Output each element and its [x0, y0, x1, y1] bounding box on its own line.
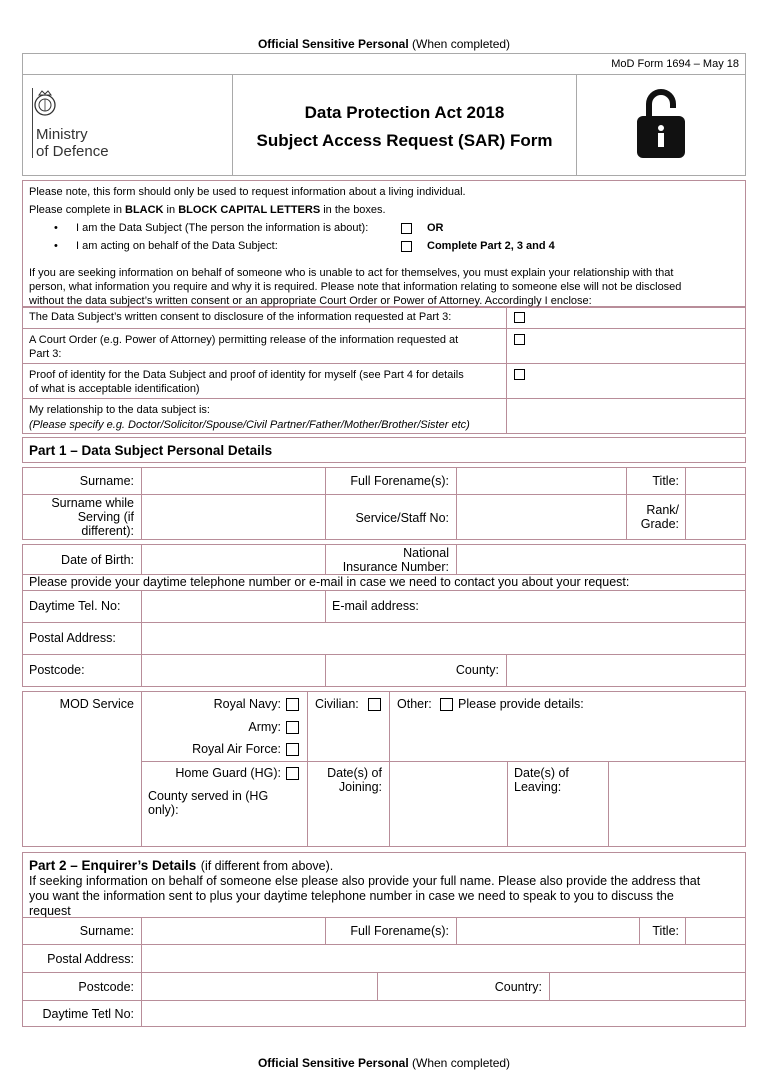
intro-para3: without the data subject’s written consent or an appropriate Court Order or Power of Attorney. Accordingly I enclose:: [29, 295, 592, 307]
joining-line1: Date(s) of: [327, 766, 382, 780]
form-title: [233, 99, 576, 155]
surname-while-label: [22, 496, 134, 538]
army-label: Army:: [248, 720, 281, 734]
classification-rest: (When completed): [412, 37, 511, 51]
p2-forenames-label: Full Forename(s):: [350, 924, 449, 938]
relationship-label: [29, 403, 470, 433]
classification-header: [0, 37, 768, 51]
intro-para1: If you are seeking information on behalf of someone who is unable to act for themselves, you must explain your relationship with that: [29, 267, 674, 279]
mod-service-label: MOD Service: [59, 697, 134, 711]
title-line1: Data Protection Act 2018: [304, 103, 505, 122]
joining-line2: Joining:: [338, 780, 382, 794]
consent-checkbox[interactable]: [514, 312, 525, 323]
p2-country-input[interactable]: [549, 972, 746, 1001]
ni-line1: National: [403, 546, 449, 560]
mod-crest-icon: [30, 88, 60, 118]
postcode-input[interactable]: [141, 654, 326, 687]
army-checkbox[interactable]: [286, 721, 299, 734]
part2-heading-note: (if different from above).: [200, 859, 334, 873]
form-ref: MoD Form 1694 – May 18: [611, 58, 739, 70]
complete-parts-label: Complete Part 2, 3 and 4: [427, 240, 555, 252]
forenames-label: Full Forename(s):: [350, 474, 449, 488]
title-label: Title:: [652, 474, 679, 488]
surname-input[interactable]: [141, 467, 326, 495]
proof-cell: [506, 363, 746, 399]
other-label: Other:: [397, 697, 432, 711]
navy-checkbox[interactable]: [286, 698, 299, 711]
county-label: County:: [455, 663, 499, 677]
divider: [576, 74, 577, 176]
p2-tel-input[interactable]: [141, 1000, 746, 1027]
home-guard-checkbox[interactable]: [286, 767, 299, 780]
raf-checkbox[interactable]: [286, 743, 299, 756]
relationship-input[interactable]: [506, 398, 746, 434]
bullet-behalf: • I am acting on behalf of the Data Subject:: [76, 240, 278, 252]
postal-input[interactable]: [141, 622, 746, 655]
court-label: [29, 333, 458, 361]
rank-input[interactable]: [685, 494, 746, 540]
court-checkbox[interactable]: [514, 334, 525, 345]
p2-postal-label: Postal Address:: [47, 952, 134, 966]
consent-label: The Data Subject’s written consent to disclosure of the information requested at Part 3:: [29, 311, 452, 323]
postcode-label: Postcode:: [29, 663, 85, 677]
p2-country-label: Country:: [494, 980, 542, 994]
title-line2: Subject Access Request (SAR) Form: [256, 131, 553, 150]
relationship-line1: My relationship to the data subject is:: [29, 404, 210, 416]
leaving-line1: Date(s) of: [514, 766, 569, 780]
leaving-input[interactable]: [608, 761, 746, 847]
surname-while-line1: Surname while: [51, 496, 134, 510]
form-ref-bar: [22, 53, 746, 75]
logo-rule: [32, 88, 33, 158]
behalf-checkbox[interactable]: [401, 241, 412, 252]
forenames-input[interactable]: [456, 467, 627, 495]
p2-postal-input[interactable]: [141, 944, 746, 973]
part2-heading: [29, 857, 333, 875]
joining-label: [307, 766, 382, 794]
dob-label: Date of Birth:: [61, 553, 134, 567]
joining-input[interactable]: [389, 761, 508, 847]
tel-label: Daytime Tel. No:: [29, 599, 121, 613]
intro-paragraph: [29, 266, 681, 308]
part2-note: [29, 874, 700, 919]
data-subject-checkbox[interactable]: [401, 223, 412, 234]
relationship-line2: (Please specify e.g. Doctor/Solicitor/Spouse/Civil Partner/Father/Mother/Brother/Sister etc): [29, 419, 470, 431]
p2-title-label: Title:: [652, 924, 679, 938]
civilian-label: Civilian:: [315, 697, 359, 711]
p2-postcode-label: Postcode:: [78, 980, 134, 994]
complete-post: in the boxes.: [320, 204, 386, 216]
complete-instruction: [29, 204, 386, 216]
other-checkbox[interactable]: [440, 698, 453, 711]
part2-heading-title: Part 2 – Enquirer’s Details: [29, 858, 197, 873]
county-hg-line2: only):: [148, 803, 179, 817]
title-input[interactable]: [685, 467, 746, 495]
part1-heading: Part 1 – Data Subject Personal Details: [29, 443, 273, 458]
p2-tel-label: Daytime Tetl No:: [42, 1007, 134, 1021]
surname-while-input[interactable]: [141, 494, 326, 540]
surname-label: Surname:: [79, 474, 134, 488]
p2-title-input[interactable]: [685, 917, 746, 945]
p2-surname-input[interactable]: [141, 917, 326, 945]
contact-note: Please provide your daytime telephone number or e-mail in case we need to contact you about your request:: [29, 575, 630, 589]
ni-label: [325, 546, 449, 574]
court-line1: A Court Order (e.g. Power of Attorney) permitting release of the information requested at: [29, 334, 459, 346]
proof-checkbox[interactable]: [514, 369, 525, 380]
civilian-checkbox[interactable]: [368, 698, 381, 711]
mod-service-label-cell: [22, 691, 142, 847]
raf-label: Royal Air Force:: [192, 742, 281, 756]
proof-line2: of what is acceptable identification): [29, 383, 200, 395]
complete-pre: Please complete in: [29, 204, 125, 216]
p2-surname-label: Surname:: [79, 924, 134, 938]
proof-label: [29, 368, 464, 396]
logo-line1: Ministry: [36, 126, 88, 143]
tel-input[interactable]: [141, 590, 326, 623]
or-label: OR: [427, 222, 444, 234]
ni-line2: Insurance Number:: [342, 560, 449, 574]
part2-note-line2: you want the information sent to plus your daytime telephone number in case we need to speak to you to discuss the: [29, 889, 674, 903]
service-no-input[interactable]: [456, 494, 627, 540]
complete-caps: BLOCK CAPITAL LETTERS: [178, 204, 321, 216]
court-line2: Part 3:: [29, 348, 62, 360]
p2-forenames-input[interactable]: [456, 917, 640, 945]
rank-label: [626, 503, 679, 531]
p2-postcode-input[interactable]: [141, 972, 378, 1001]
leaving-line2: Leaving:: [514, 780, 562, 794]
service-no-label: Service/Staff No:: [355, 511, 449, 525]
surname-while-line2: Serving (if: [77, 510, 134, 524]
complete-black: BLACK: [125, 204, 164, 216]
complete-mid: in: [163, 204, 179, 216]
proof-line1: Proof of identity for the Data Subject and proof of identity for myself (see Part 4 for details: [29, 369, 464, 381]
navy-label: Royal Navy:: [213, 697, 281, 711]
rank-line1: Rank/: [646, 503, 679, 517]
classification-footer: [0, 1056, 768, 1070]
surname-while-line3: different):: [81, 524, 134, 538]
leaving-label: [514, 766, 569, 794]
intro-para2: person, what information you require and why it is required. Please note that information relating to someone else will not be disclosed: [29, 281, 682, 293]
court-cell: [506, 328, 746, 364]
intro-note: Please note, this form should only be used to request information about a living individual.: [29, 186, 466, 198]
footer-classification-rest: (When completed): [412, 1056, 511, 1070]
home-guard-label: Home Guard (HG):: [175, 766, 281, 780]
footer-classification-bold: Official Sensitive Personal: [257, 1056, 409, 1070]
bullet-data-subject: • I am the Data Subject (The person the information is about):: [76, 222, 368, 234]
county-input[interactable]: [506, 654, 746, 687]
postal-label: Postal Address:: [29, 631, 116, 645]
part2-note-line1: If seeking information on behalf of someone else please also provide your full name. Please also provide the address that: [29, 874, 701, 888]
county-hg-line1: County served in (HG: [148, 789, 269, 803]
other-details-label: Please provide details:: [458, 697, 584, 711]
ni-input[interactable]: [456, 544, 746, 575]
rank-line2: Grade:: [640, 517, 679, 531]
dob-input[interactable]: [141, 544, 326, 575]
logo-line2: of Defence: [36, 143, 109, 160]
county-hg-label: [148, 789, 268, 817]
email-label: E-mail address:: [332, 599, 419, 613]
consent-cell: [506, 307, 746, 329]
classification-bold: Official Sensitive Personal: [257, 37, 409, 51]
padlock-icon: [635, 88, 687, 160]
mod-logo-text: [36, 126, 109, 160]
part2-note-line3: request: [29, 904, 71, 918]
